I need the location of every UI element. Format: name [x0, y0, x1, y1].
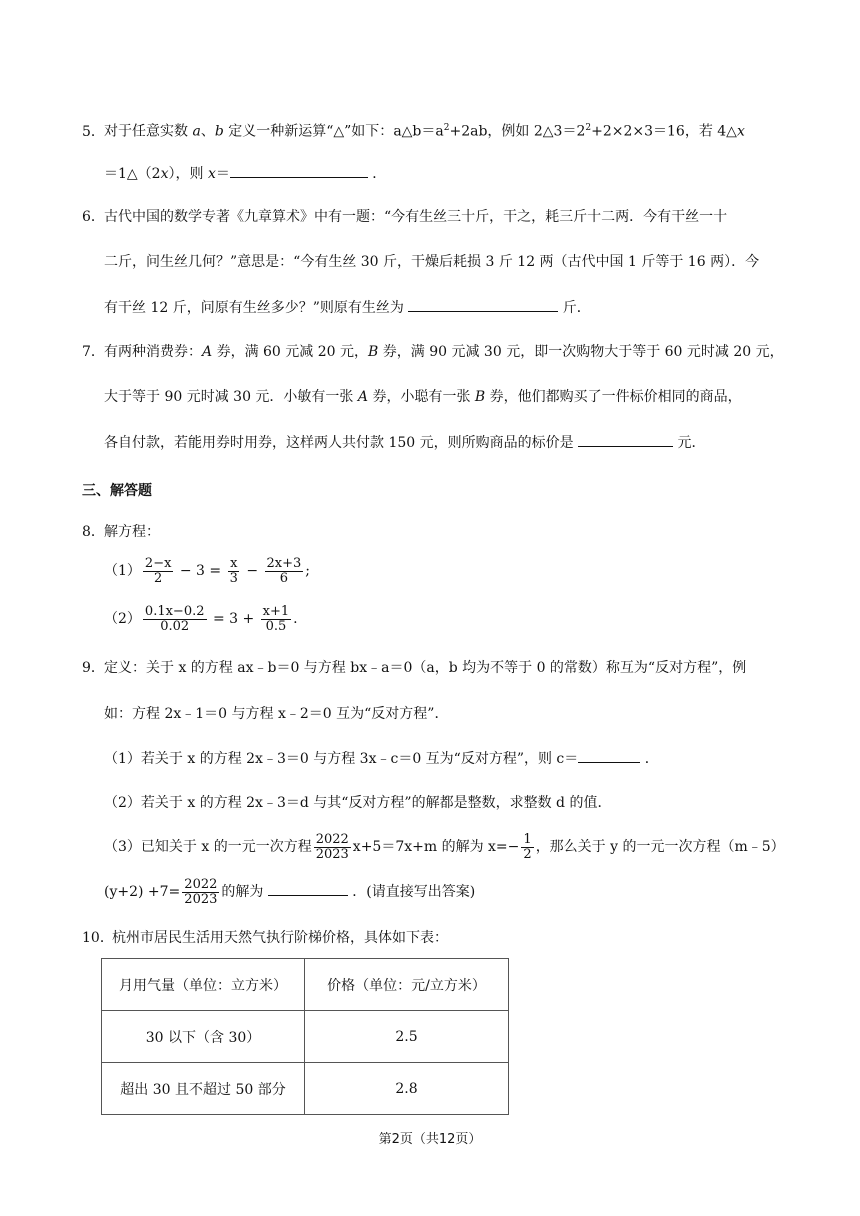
q7-answer-blank[interactable] — [578, 432, 673, 447]
section-heading: 三、解答题 — [82, 483, 152, 499]
q6-answer-blank[interactable] — [408, 297, 558, 312]
q9-part-1: （1）若关于 x 的方程 2x﹣3＝0 与方程 3x﹣c＝0 互为“反对方程”，则 c＝ ． — [104, 748, 659, 769]
q8-part-2: （2） $\frac{0.1x-0.2}{0.02}$ = 3 + $\frac{x+1}{0.5}$ . — [104, 603, 298, 634]
fraction: $\frac{2-x}{2}$ — [144, 555, 172, 586]
table-cell: 2.5 — [305, 1011, 509, 1063]
q6-line-3: 有干丝 12 斤，问原有生丝多少？”则原有生丝为 斤． — [104, 297, 591, 318]
q6-line-1: 6．古代中国的数学专著《九章算术》中有一题：“今有生丝三十斤，干之，耗三斤十二两．今有干丝一十 — [82, 209, 728, 225]
table-cell: 2.8 — [305, 1063, 509, 1115]
q8-part-1: （1） $\frac{2-x}{2}$ − 3 = $\frac{x}{3}$ − $\frac{2x+3}{6}$ ; — [104, 555, 311, 586]
fraction: $\frac{2x+3}{6}$ — [266, 555, 302, 586]
fraction: $\frac{2022}{2023}$ — [315, 831, 349, 862]
fraction: $\frac{x}{3}$ — [229, 555, 238, 586]
q10-line-1: 10．杭州市居民生活用天然气执行阶梯价格，具体如下表： — [82, 930, 448, 946]
q9-part-3: （3）已知关于 x 的一元一次方程 $\frac{2022}{2023}$ x+5＝7x+m 的解为 x=− $\frac{1}{2}$ ，那么关于 y 的一元一次方程（m﹣5） — [104, 831, 785, 862]
q7-line-1: 7．有两种消费券：A 券，满 60 元减 20 元，B 券，满 90 元减 30 元，即一次购物大于等于 60 元时减 20 元， — [82, 344, 784, 360]
table-cell: 超出 30 且不超过 50 部分 — [102, 1063, 305, 1115]
gas-price-table — [101, 958, 509, 1115]
q8-line-1: 8．解方程： — [82, 524, 160, 540]
q9-line-1: 9．定义：关于 x 的方程 ax﹣b＝0 与方程 bx﹣a＝0（a，b 均为不等于 0 的常数）称互为“反对方程”，例 — [82, 660, 747, 676]
q9-line-2: 如：方程 2x﹣1＝0 与方程 x﹣2＝0 互为“反对方程”． — [104, 706, 449, 722]
fraction: $\frac{2022}{2023}$ — [184, 876, 218, 907]
q9-part-3-cont: (y+2) +7= $\frac{2022}{2023}$ 的解为 ．(请直接写出答案) — [104, 876, 476, 907]
q9-1-answer-blank[interactable] — [578, 748, 640, 763]
q9-part-2: （2）若关于 x 的方程 2x﹣3＝d 与其“反对方程”的解都是整数，求整数 d 的值． — [104, 795, 612, 811]
table-row — [102, 1011, 509, 1063]
q6-line-2: 二斤，问生丝几何？”意思是：“今有生丝 30 斤，干燥后耗损 3 斤 12 两（古代中国 1 斤等于 16 两）．今 — [104, 254, 760, 270]
fraction: $\frac{1}{2}$ — [523, 831, 532, 862]
q7-line-3: 各自付款，若能用券时用券，这样两人共付款 150 元，则所购商品的标价是 元． — [104, 432, 706, 453]
q5-answer-blank[interactable] — [230, 163, 368, 178]
q5-line-1: 5．对于任意实数 a、b 定义一种新运算“△”如下：$a\triangle b=a^2+2ab$，例如 $2\triangle 3=2^2+2\times 2\times 3=16$，若 4△x — [82, 123, 745, 140]
table-cell: 30 以下（含 30） — [102, 1011, 305, 1063]
table-header-cell: 价格（单位：元/立方米） — [305, 959, 509, 1011]
fraction: $\frac{0.1x-0.2}{0.02}$ — [144, 603, 205, 634]
fraction: $\frac{x+1}{0.5}$ — [262, 603, 290, 634]
table-header-cell: 月用气量（单位：立方米） — [102, 959, 305, 1011]
q5-line-2: ＝1△（2x），则 x＝ ． — [104, 163, 386, 184]
q7-line-2: 大于等于 90 元时减 30 元．小敏有一张 A 券，小聪有一张 B 券，他们都购买了一件标价相同的商品， — [104, 389, 742, 405]
table-row — [102, 1063, 509, 1115]
q9-3-answer-blank[interactable] — [268, 881, 348, 896]
table-header-row — [102, 959, 509, 1011]
page-footer: 第2页（共12页） — [378, 1132, 482, 1147]
